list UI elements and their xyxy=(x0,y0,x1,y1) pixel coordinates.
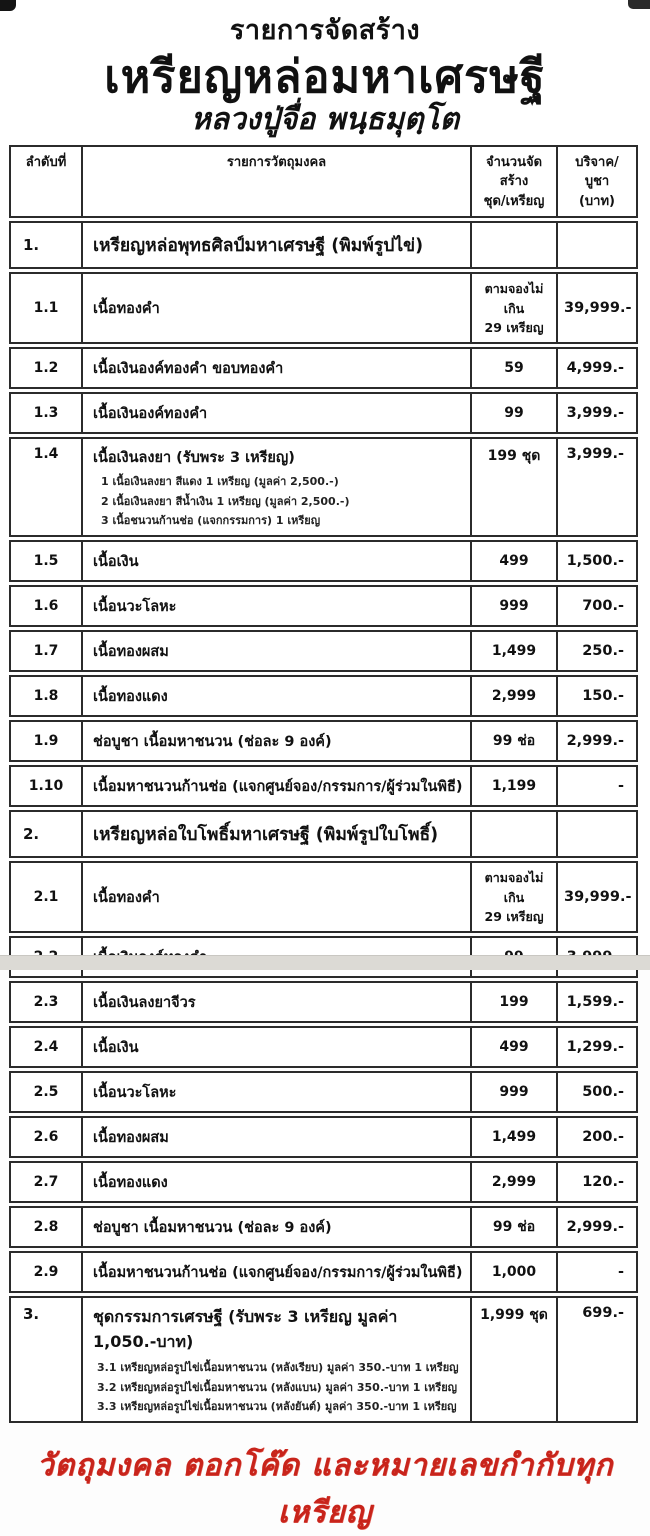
item-cell xyxy=(83,630,472,672)
price-cell: 3,999.- xyxy=(558,437,638,537)
qty-line: 29 เหรียญ xyxy=(484,320,544,335)
price-cell: 2,999.- xyxy=(558,1206,638,1248)
qty-line: 59 xyxy=(504,359,524,376)
item-name: เนื้อเงินลงยา (รับพระ 3 เหรียญ) xyxy=(93,450,295,467)
qty-line: 2,999 xyxy=(491,1173,537,1190)
row-number-cell: 1.9 xyxy=(9,720,83,762)
item-name: ช่อบูชา เนื้อมหาชนวน (ช่อละ 9 องค์) xyxy=(93,1219,332,1236)
item-name: เนื้อทองผสม xyxy=(93,643,169,660)
item-cell xyxy=(83,585,472,627)
price-cell: 4,999.- xyxy=(558,347,638,389)
item-cell xyxy=(83,1026,472,1068)
row-number-cell: 2. xyxy=(9,810,83,858)
item-cell xyxy=(83,437,472,537)
item-name: เนื้อทองผสม xyxy=(93,1129,169,1146)
table-row xyxy=(9,1071,638,1113)
row-number-cell: 2.4 xyxy=(9,1026,83,1068)
header-price xyxy=(558,145,638,219)
qty-cell xyxy=(472,585,558,627)
item-name: เนื้อเงิน xyxy=(93,553,139,570)
qty-cell xyxy=(472,392,558,434)
qty-cell xyxy=(472,810,558,858)
header-no: ลำดับที่ xyxy=(9,145,83,219)
table-row xyxy=(9,1161,638,1203)
qty-cell xyxy=(472,437,558,537)
table-row xyxy=(9,1116,638,1158)
item-name: เนื้อทองแดง xyxy=(93,688,168,705)
scan-artifact-top-right xyxy=(628,0,650,9)
item-cell xyxy=(83,347,472,389)
qty-cell xyxy=(472,1296,558,1423)
item-sublines xyxy=(93,1358,464,1416)
document-title: เหรียญหล่อมหาเศรษฐี xyxy=(104,50,546,103)
price-cell: 700.- xyxy=(558,585,638,627)
qty-line: 99 ช่อ xyxy=(492,1218,536,1235)
table-wrapper xyxy=(0,136,650,1426)
qty-line: 29 เหรียญ xyxy=(484,908,544,924)
qty-cell xyxy=(472,630,558,672)
qty-line: ตามจองไม่เกิน xyxy=(484,870,544,905)
qty-line: 499 xyxy=(499,1038,529,1055)
price-cell xyxy=(558,810,638,858)
item-cell xyxy=(83,1071,472,1113)
qty-line: 1,999 ชุด xyxy=(480,1307,548,1324)
table-row xyxy=(9,392,638,434)
header-price-line2: (บาท) xyxy=(578,193,615,209)
item-name: เนื้อทองคำ xyxy=(93,889,160,906)
qty-line: 1,199 xyxy=(491,777,537,794)
qty-cell xyxy=(472,272,558,344)
table-row xyxy=(9,585,638,627)
row-number-cell: 1.10 xyxy=(9,765,83,807)
price-cell: - xyxy=(558,765,638,807)
table-row xyxy=(9,347,638,389)
row-number-cell: 2.5 xyxy=(9,1071,83,1113)
table-row xyxy=(9,861,638,933)
qty-cell xyxy=(472,221,558,269)
item-cell xyxy=(83,221,472,269)
row-number-cell: 1.6 xyxy=(9,585,83,627)
header-qty xyxy=(472,145,558,219)
item-name: ชุดกรรมการเศรษฐี (รับพระ 3 เหรียญ มูลค่า 1,050.-บาท) xyxy=(93,1307,398,1352)
table-row xyxy=(9,1296,638,1423)
price-cell xyxy=(558,221,638,269)
price-cell: 150.- xyxy=(558,675,638,717)
item-cell xyxy=(83,540,472,582)
item-name: เนื้อมหาชนวนก้านช่อ (แจกศูนย์จอง/กรรมการ/ผู้ร่วมในพิธี) xyxy=(93,778,463,795)
item-cell xyxy=(83,810,472,858)
qty-cell xyxy=(472,1206,558,1248)
item-name: เนื้อมหาชนวนก้านช่อ (แจกศูนย์จอง/กรรมการ/ผู้ร่วมในพิธี) xyxy=(93,1264,463,1281)
qty-cell xyxy=(472,1026,558,1068)
item-sublines xyxy=(93,472,464,530)
row-number-cell: 2.9 xyxy=(9,1251,83,1293)
row-number-cell: 1.5 xyxy=(9,540,83,582)
item-cell xyxy=(83,765,472,807)
qty-cell xyxy=(472,347,558,389)
item-name: เนื้อเงิน xyxy=(93,1039,139,1056)
header-price-line1: บริจาค/บูชา xyxy=(575,154,619,190)
table-row xyxy=(9,272,638,344)
qty-line: ตามจองไม่เกิน xyxy=(484,281,544,316)
qty-line: 499 xyxy=(499,552,529,569)
qty-cell xyxy=(472,720,558,762)
scan-bottom-band xyxy=(0,955,650,970)
item-subline: 3.1 เหรียญหล่อรูปไข่เนื้อมหาชนวน (หลังเรียบ) มูลค่า 350.-บาท 1 เหรียญ xyxy=(97,1361,459,1375)
item-cell xyxy=(83,1251,472,1293)
item-cell xyxy=(83,1161,472,1203)
item-subline: 2 เนื้อเงินลงยา สีน้ำเงิน 1 เหรียญ (มูลค่า 2,500.-) xyxy=(101,494,350,508)
price-cell: 2,999.- xyxy=(558,720,638,762)
row-number-cell: 2.1 xyxy=(9,861,83,933)
table-row xyxy=(9,540,638,582)
table-header xyxy=(9,145,638,219)
row-number-cell: 3. xyxy=(9,1296,83,1423)
qty-cell xyxy=(472,861,558,933)
title-block xyxy=(0,0,650,136)
qty-cell xyxy=(472,1116,558,1158)
row-number-cell: 1.3 xyxy=(9,392,83,434)
qty-line: 2,999 xyxy=(491,687,537,704)
item-subline: 3 เนื้อชนวนก้านช่อ (แจกกรรมการ) 1 เหรียญ xyxy=(101,513,321,527)
price-cell: 500.- xyxy=(558,1071,638,1113)
item-name: ช่อบูชา เนื้อมหาชนวน (ช่อละ 9 องค์) xyxy=(93,733,332,750)
row-number-cell: 2.8 xyxy=(9,1206,83,1248)
qty-line: 199 ชุด xyxy=(487,448,541,465)
qty-line: 1,499 xyxy=(491,1128,537,1145)
table-row xyxy=(9,1026,638,1068)
stamped-code-note: วัตถุมงคล ตอกโค๊ด และหมายเลขกำกับทุกเหรียญ xyxy=(36,1448,614,1530)
table-row xyxy=(9,630,638,672)
qty-cell xyxy=(472,1251,558,1293)
item-cell xyxy=(83,1206,472,1248)
price-cell: 39,999.- xyxy=(558,861,638,933)
item-name: เหรียญหล่อใบโพธิ์มหาเศรษฐี (พิมพ์รูปใบโพธิ์) xyxy=(93,825,439,846)
header-row xyxy=(9,145,638,219)
qty-line: 199 xyxy=(499,993,529,1010)
qty-cell xyxy=(472,1161,558,1203)
item-cell xyxy=(83,1116,472,1158)
item-name: เนื้อเงินลงยาจีวร xyxy=(93,994,196,1011)
item-subline: 1 เนื้อเงินลงยา สีแดง 1 เหรียญ (มูลค่า 2,500.-) xyxy=(101,475,339,489)
item-name: เนื้อทองคำ xyxy=(93,300,160,317)
monk-name: หลวงปู่จื่อ พนฺธมุตฺโต xyxy=(190,101,460,137)
price-cell: 120.- xyxy=(558,1161,638,1203)
item-name: เหรียญหล่อพุทธศิลป์มหาเศรษฐี (พิมพ์รูปไข่) xyxy=(93,236,424,257)
item-cell xyxy=(83,861,472,933)
row-number-cell: 2.3 xyxy=(9,981,83,1023)
item-cell xyxy=(83,720,472,762)
item-subline: 3.3 เหรียญหล่อรูปไข่เนื้อมหาชนวน (หลังยันต์) มูลค่า 350.-บาท 1 เหรียญ xyxy=(97,1399,457,1413)
qty-line: 999 xyxy=(499,597,529,614)
table-row xyxy=(9,810,638,858)
price-cell: 1,299.- xyxy=(558,1026,638,1068)
qty-line: 999 xyxy=(499,1083,529,1100)
table-row xyxy=(9,1251,638,1293)
item-cell xyxy=(83,392,472,434)
row-number-cell: 1. xyxy=(9,221,83,269)
row-number-cell: 1.8 xyxy=(9,675,83,717)
row-number-cell: 2.6 xyxy=(9,1116,83,1158)
header-qty-line1: จำนวนจัดสร้าง xyxy=(485,154,543,190)
item-cell xyxy=(83,675,472,717)
item-name: เนื้อเงินองค์ทองคำ xyxy=(93,405,208,422)
qty-cell xyxy=(472,981,558,1023)
qty-cell xyxy=(472,540,558,582)
item-cell xyxy=(83,272,472,344)
table-row xyxy=(9,221,638,269)
item-name: เนื้อทองแดง xyxy=(93,1174,168,1191)
item-cell xyxy=(83,981,472,1023)
qty-cell xyxy=(472,1071,558,1113)
item-name: เนื้อนวะโลหะ xyxy=(93,1084,177,1101)
item-cell xyxy=(83,1296,472,1423)
header-item: รายการวัตถุมงคล xyxy=(83,145,472,219)
row-number-cell: 1.4 xyxy=(9,437,83,537)
qty-line: 1,000 xyxy=(491,1263,537,1280)
table-row xyxy=(9,720,638,762)
table-row xyxy=(9,675,638,717)
qty-line: 1,499 xyxy=(491,642,537,659)
price-cell: 1,599.- xyxy=(558,981,638,1023)
price-cell: 39,999.- xyxy=(558,272,638,344)
item-subline: 3.2 เหรียญหล่อรูปไข่เนื้อมหาชนวน (หลังแบน) มูลค่า 350.-บาท 1 เหรียญ xyxy=(97,1380,458,1394)
table-row xyxy=(9,1206,638,1248)
scan-artifact-top-left xyxy=(0,0,16,11)
header-qty-line2: ชุด/เหรียญ xyxy=(483,193,545,209)
price-cell: 699.- xyxy=(558,1296,638,1423)
qty-cell xyxy=(472,675,558,717)
price-cell: 1,500.- xyxy=(558,540,638,582)
table-body xyxy=(9,221,638,1423)
qty-line: 99 ช่อ xyxy=(492,732,536,749)
qty-line: 99 xyxy=(504,404,524,421)
row-number-cell: 1.2 xyxy=(9,347,83,389)
price-cell: - xyxy=(558,1251,638,1293)
price-cell: 200.- xyxy=(558,1116,638,1158)
row-number-cell: 1.1 xyxy=(9,272,83,344)
qty-cell xyxy=(472,765,558,807)
document-subtitle: รายการจัดสร้าง xyxy=(229,15,421,46)
price-table xyxy=(9,142,638,1426)
price-cell: 250.- xyxy=(558,630,638,672)
table-row xyxy=(9,437,638,537)
price-cell: 3,999.- xyxy=(558,392,638,434)
table-row xyxy=(9,981,638,1023)
item-name: เนื้อนวะโลหะ xyxy=(93,598,177,615)
item-name: เนื้อเงินองค์ทองคำ ขอบทองคำ xyxy=(93,360,284,377)
row-number-cell: 1.7 xyxy=(9,630,83,672)
table-row xyxy=(9,765,638,807)
row-number-cell: 2.7 xyxy=(9,1161,83,1203)
